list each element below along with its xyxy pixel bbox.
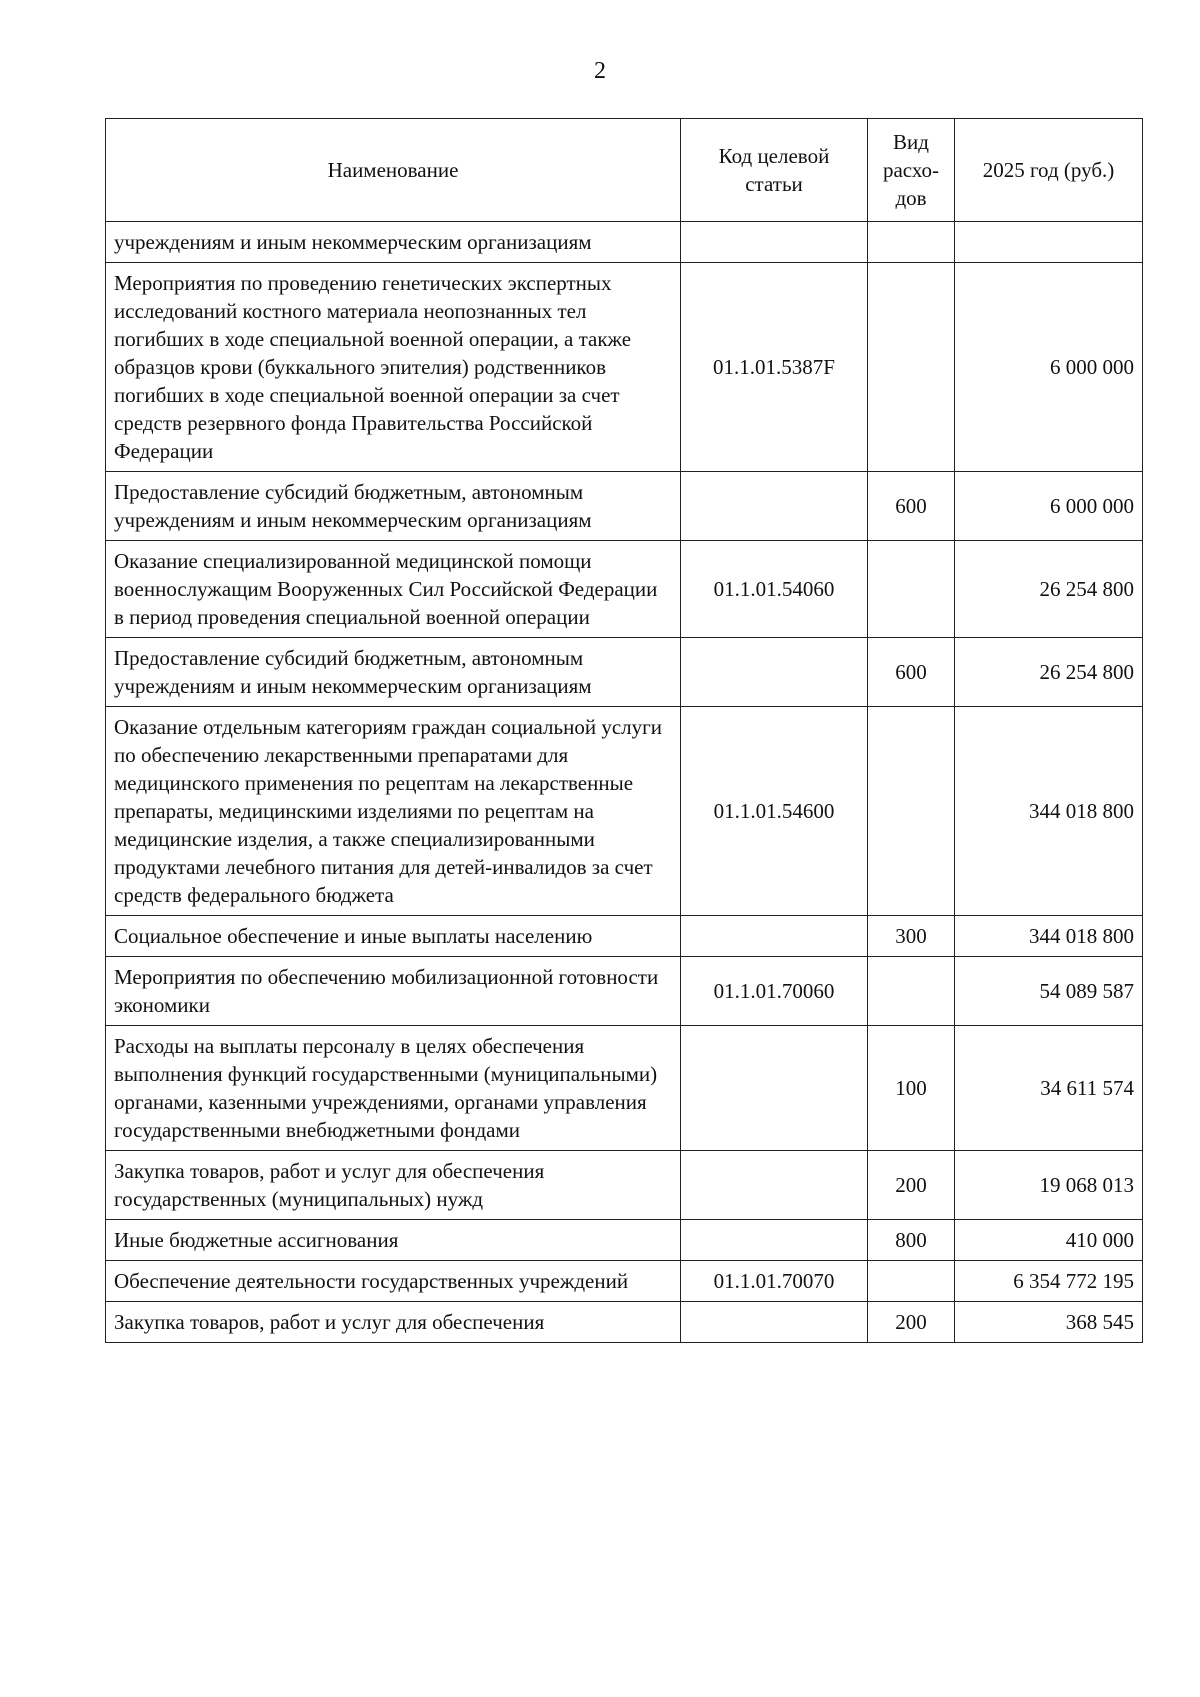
header-sum: 2025 год (руб.) bbox=[955, 119, 1143, 222]
table-row bbox=[106, 263, 1143, 472]
budget-table bbox=[105, 118, 1143, 1343]
cell-name: Оказание специализированной медицинской помощи военнослужащим Вооруженных Сил Российской Федерации в период проведения специальной военной операции bbox=[106, 541, 681, 638]
cell-name: Закупка товаров, работ и услуг для обеспечения bbox=[106, 1302, 681, 1343]
cell-name: учреждениям и иным некоммерческим организациям bbox=[106, 222, 681, 263]
cell-name: Мероприятия по обеспечению мобилизационной готовности экономики bbox=[106, 957, 681, 1026]
cell-type: 200 bbox=[868, 1151, 955, 1220]
cell-name: Предоставление субсидий бюджетным, автономным учреждениям и иным некоммерческим организациям bbox=[106, 638, 681, 707]
cell-name: Обеспечение деятельности государственных учреждений bbox=[106, 1261, 681, 1302]
cell-type bbox=[868, 222, 955, 263]
cell-code bbox=[681, 472, 868, 541]
cell-code bbox=[681, 1220, 868, 1261]
table-row bbox=[106, 541, 1143, 638]
cell-sum: 6 000 000 bbox=[955, 263, 1143, 472]
cell-type bbox=[868, 707, 955, 916]
cell-sum: 19 068 013 bbox=[955, 1151, 1143, 1220]
cell-sum: 54 089 587 bbox=[955, 957, 1143, 1026]
cell-sum: 344 018 800 bbox=[955, 707, 1143, 916]
cell-sum: 34 611 574 bbox=[955, 1026, 1143, 1151]
cell-code: 01.1.01.54600 bbox=[681, 707, 868, 916]
cell-type: 600 bbox=[868, 472, 955, 541]
cell-type bbox=[868, 541, 955, 638]
cell-type bbox=[868, 263, 955, 472]
cell-type: 100 bbox=[868, 1026, 955, 1151]
table-row bbox=[106, 1302, 1143, 1343]
cell-sum: 26 254 800 bbox=[955, 638, 1143, 707]
page-number: 2 bbox=[594, 58, 606, 84]
cell-type: 200 bbox=[868, 1302, 955, 1343]
header-name: Наименование bbox=[106, 119, 681, 222]
table-row bbox=[106, 1026, 1143, 1151]
cell-name: Иные бюджетные ассигнования bbox=[106, 1220, 681, 1261]
cell-name: Закупка товаров, работ и услуг для обеспечения государственных (муниципальных) нужд bbox=[106, 1151, 681, 1220]
cell-code bbox=[681, 638, 868, 707]
cell-type: 800 bbox=[868, 1220, 955, 1261]
cell-type: 600 bbox=[868, 638, 955, 707]
cell-type: 300 bbox=[868, 916, 955, 957]
cell-code: 01.1.01.54060 bbox=[681, 541, 868, 638]
table-row bbox=[106, 222, 1143, 263]
cell-sum: 6 000 000 bbox=[955, 472, 1143, 541]
cell-type bbox=[868, 1261, 955, 1302]
cell-type bbox=[868, 957, 955, 1026]
table-row bbox=[106, 472, 1143, 541]
table-row bbox=[106, 1261, 1143, 1302]
cell-name: Расходы на выплаты персоналу в целях обеспечения выполнения функций государственными (муниципальными) органами, казенными учреждениями, органами управления государственными внебюджетными фондами bbox=[106, 1026, 681, 1151]
table-row bbox=[106, 1220, 1143, 1261]
cell-code: 01.1.01.5387F bbox=[681, 263, 868, 472]
cell-code bbox=[681, 1026, 868, 1151]
table-row bbox=[106, 638, 1143, 707]
table-header-row bbox=[106, 119, 1143, 222]
cell-code bbox=[681, 1151, 868, 1220]
cell-sum: 344 018 800 bbox=[955, 916, 1143, 957]
cell-name: Оказание отдельным категориям граждан социальной услуги по обеспечению лекарственными препаратами для медицинского применения по рецептам на лекарственные препараты, медицинскими изделиями по рецептам на медицинские изделия, а также специализированными продуктами лечебного питания для детей-инвалидов за счет средств федерального бюджета bbox=[106, 707, 681, 916]
header-code: Код целевой статьи bbox=[681, 119, 868, 222]
cell-sum: 26 254 800 bbox=[955, 541, 1143, 638]
cell-sum: 368 545 bbox=[955, 1302, 1143, 1343]
cell-name: Социальное обеспечение и иные выплаты населению bbox=[106, 916, 681, 957]
cell-sum: 6 354 772 195 bbox=[955, 1261, 1143, 1302]
cell-sum: 410 000 bbox=[955, 1220, 1143, 1261]
table-row bbox=[106, 916, 1143, 957]
cell-code bbox=[681, 222, 868, 263]
header-type: Вид расхо-дов bbox=[868, 119, 955, 222]
table-row bbox=[106, 707, 1143, 916]
cell-code bbox=[681, 916, 868, 957]
cell-name: Мероприятия по проведению генетических экспертных исследований костного материала неопознанных тел погибших в ходе специальной военной операции, а также образцов крови (буккального эпителия) родственников погибших в ходе специальной военной операции за счет средств резервного фонда Правительства Российской Федерации bbox=[106, 263, 681, 472]
table-row bbox=[106, 1151, 1143, 1220]
table-row bbox=[106, 957, 1143, 1026]
cell-code: 01.1.01.70060 bbox=[681, 957, 868, 1026]
cell-code: 01.1.01.70070 bbox=[681, 1261, 868, 1302]
cell-sum bbox=[955, 222, 1143, 263]
cell-name: Предоставление субсидий бюджетным, автономным учреждениям и иным некоммерческим организациям bbox=[106, 472, 681, 541]
cell-code bbox=[681, 1302, 868, 1343]
